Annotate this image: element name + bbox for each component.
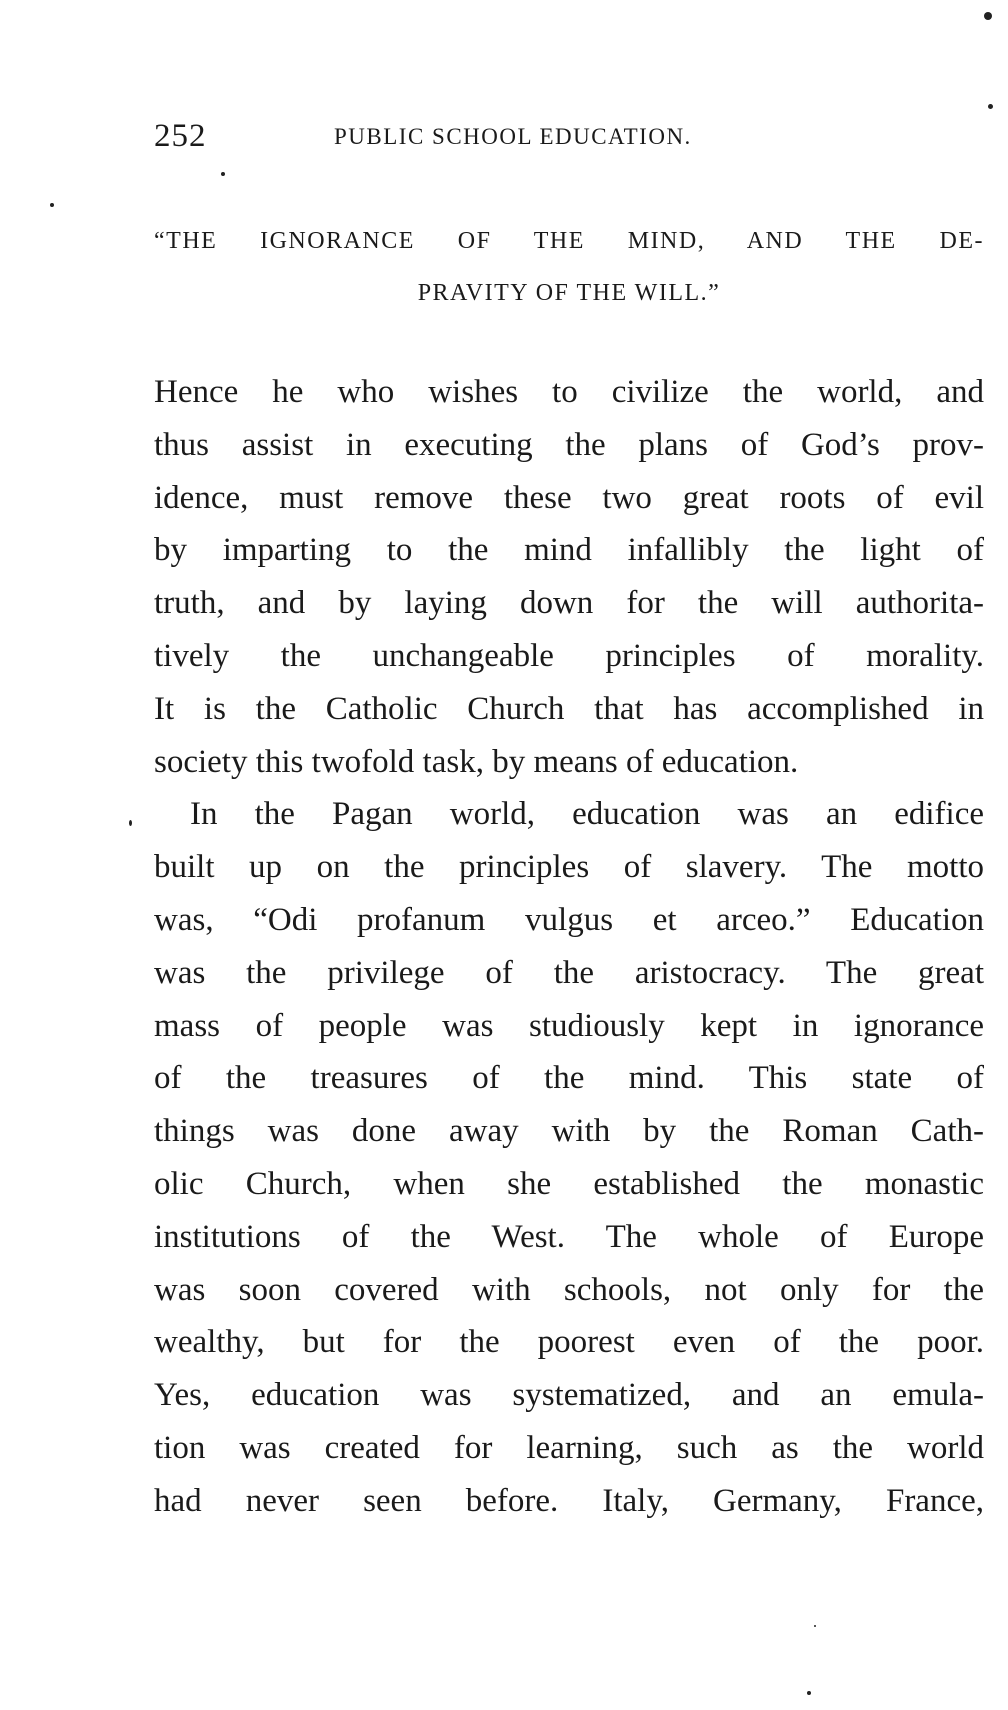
text-line: tion was created for learning, such as the world bbox=[154, 1429, 984, 1466]
ink-speck bbox=[129, 820, 132, 826]
text-line: In the Pagan world, education was an edifice bbox=[190, 796, 984, 833]
running-title: PUBLIC SCHOOL EDUCATION. bbox=[334, 124, 692, 149]
text-line: was soon covered with schools, not only for the bbox=[154, 1271, 984, 1308]
text-line: It is the Catholic Church that has accomplished in bbox=[154, 690, 984, 727]
page-number: 252 bbox=[154, 118, 207, 154]
text-line: truth, and by laying down for the will authorita- bbox=[154, 585, 984, 622]
running-head bbox=[154, 118, 984, 158]
text-line: society this twofold task, by means of education. bbox=[154, 743, 799, 780]
text-line: was, “Odi profanum vulgus et arceo.” Education bbox=[154, 901, 984, 938]
text-line: things was done away with by the Roman Cath- bbox=[154, 1113, 984, 1150]
text-line: of the treasures of the mind. This state of bbox=[154, 1060, 984, 1097]
ink-speck bbox=[814, 1625, 816, 1627]
ink-speck bbox=[988, 104, 993, 109]
ink-speck bbox=[984, 12, 992, 20]
text-line: built up on the principles of slavery. The motto bbox=[154, 849, 984, 886]
text-line: tively the unchangeable principles of morality. bbox=[154, 637, 984, 674]
text-line: Yes, education was systematized, and an emula- bbox=[154, 1377, 984, 1414]
text-line: institutions of the West. The whole of Europe bbox=[154, 1218, 984, 1255]
section-heading bbox=[154, 215, 984, 319]
ink-speck bbox=[50, 203, 54, 207]
text-line: mass of people was studiously kept in ignorance bbox=[154, 1007, 984, 1044]
body-text bbox=[154, 366, 984, 1528]
ink-speck bbox=[807, 1691, 811, 1695]
ink-speck bbox=[221, 172, 225, 176]
text-line: Hence he who wishes to civilize the world, and bbox=[154, 374, 984, 410]
text-line: by imparting to the mind infallibly the light of bbox=[154, 532, 984, 569]
text-line: was the privilege of the aristocracy. The great bbox=[154, 954, 984, 991]
section-heading-line: “THE IGNORANCE OF THE MIND, AND THE DE- bbox=[154, 228, 984, 254]
text-line: thus assist in executing the plans of God’s prov- bbox=[154, 426, 984, 463]
text-line: idence, must remove these two great roots of evil bbox=[154, 479, 984, 516]
text-line: olic Church, when she established the monastic bbox=[154, 1165, 984, 1202]
section-heading-line: PRAVITY OF THE WILL.” bbox=[417, 280, 721, 306]
text-line: wealthy, but for the poorest even of the poor. bbox=[154, 1324, 984, 1361]
text-line: had never seen before. Italy, Germany, France, bbox=[154, 1482, 984, 1519]
